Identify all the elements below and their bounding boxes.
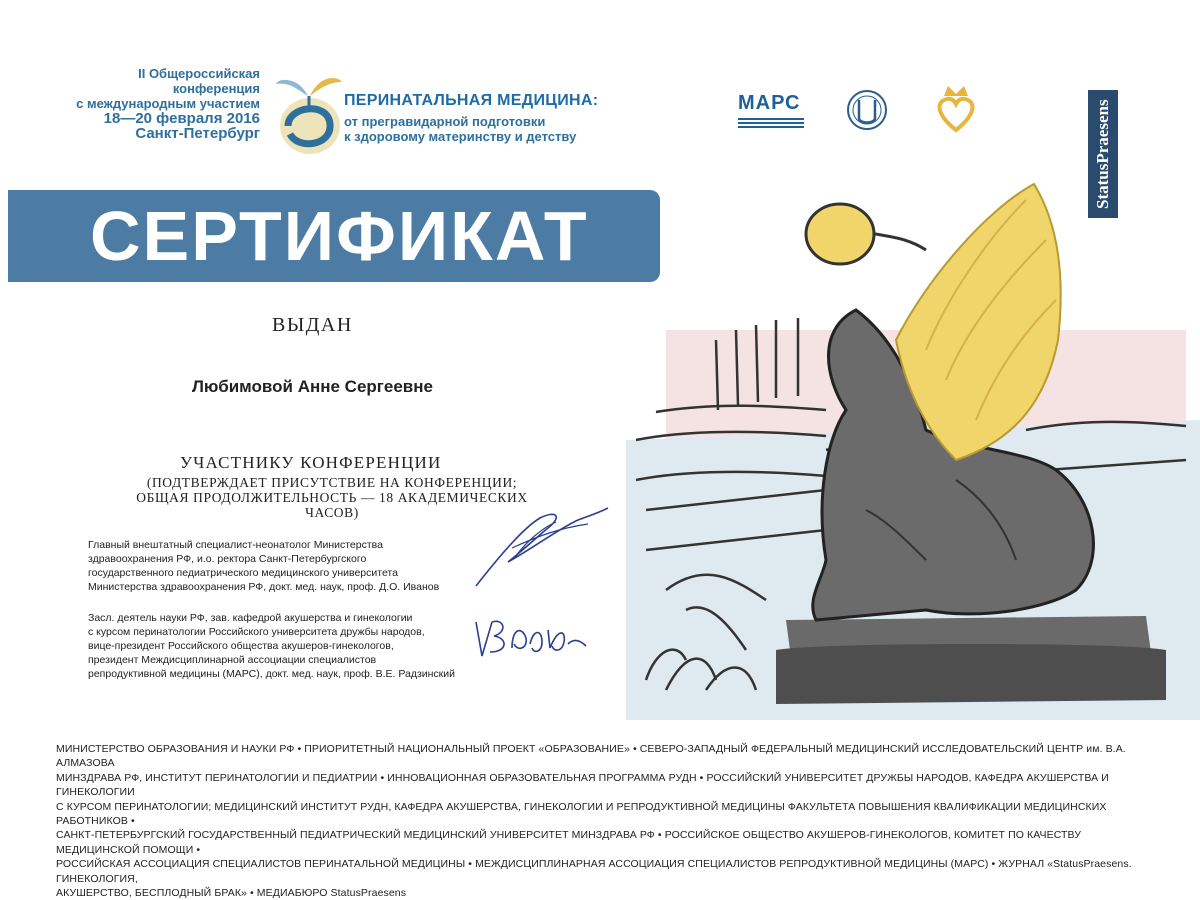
signatory-line: Засл. деятель науки РФ, зав. кафедрой акушерства и гинекологии xyxy=(88,612,413,624)
signatory-line: Министерства здравоохранения РФ, докт. мед. наук, проф. Д.О. Иванов xyxy=(88,581,440,593)
signatory-line: президент Междисциплинарной ассоциации специалистов xyxy=(88,654,377,666)
footer-line: С КУРСОМ ПЕРИНАТОЛОГИИ; МЕДИЦИНСКИЙ ИНСТИТУТ РУДН, КАФЕДРА АКУШЕРСТВА, ГИНЕКОЛОГИИ И РЕПРОДУКТИВНОЙ МЕДИЦИНЫ ФАКУЛЬТЕТА ПОВЫШЕНИЯ КВАЛИФИКАЦИИ МЕДИЦИНСКИХ РАБОТНИКОВ • xyxy=(56,800,1107,828)
certificate-banner xyxy=(8,190,660,282)
conference-logo-icon xyxy=(268,66,348,158)
footer-line: САНКТ-ПЕТЕРБУРГСКИЙ ГОСУДАРСТВЕННЫЙ ПЕДИАТРИЧЕСКИЙ МЕДИЦИНСКИЙ УНИВЕРСИТЕТ МИНЗДРАВА РФ • РОССИЙСКОЕ ОБЩЕСТВО АКУШЕРОВ-ГИНЕКОЛОГОВ, КОМИТЕТ ПО КАЧЕСТВУ МЕДИЦИНСКОЙ ПОМОЩИ • xyxy=(56,829,1082,856)
heart-crown-logo-icon xyxy=(934,82,978,134)
conference-info xyxy=(60,66,260,141)
signatory-line: репродуктивной медицины (МАРС), докт. мед. наук, проф. В.Е. Радзинский xyxy=(88,668,455,680)
conference-subtitle xyxy=(344,114,604,144)
signature-radzinsky-icon xyxy=(468,608,593,670)
conference-subtitle-line2: к здоровому материнству и детству xyxy=(344,129,577,144)
conference-subtitle-line1: от прегравидарной подготовки xyxy=(344,114,546,129)
mars-logo-text: МАРС xyxy=(738,92,801,114)
griffin-sculpture-illustration xyxy=(626,180,1200,720)
footer-line: РОССИЙСКАЯ АССОЦИАЦИЯ СПЕЦИАЛИСТОВ ПЕРИНАТАЛЬНОЙ МЕДИЦИНЫ • МЕЖДИСЦИПЛИНАРНАЯ АССОЦИАЦИЯ СПЕЦИАЛИСТОВ РЕПРОДУКТИВНОЙ МЕДИЦИНЫ (МАРС) • ЖУРНАЛ «StatusPraesens. ГИНЕКОЛОГИЯ, xyxy=(56,858,1132,885)
signatory-line: с курсом перинатологии Российского университета дружбы народов, xyxy=(88,626,425,638)
mars-logo xyxy=(738,92,804,128)
recipient-name: Любимовой Анне Сергеевне xyxy=(192,377,433,396)
university-emblem-icon xyxy=(846,88,888,132)
organizers-footer xyxy=(56,742,1146,900)
signatory-line: вице-президент Российского общества акушеров-гинекологов, xyxy=(88,640,394,652)
participant-role: УЧАСТНИКУ КОНФЕРЕНЦИИ xyxy=(180,453,442,472)
confirmation-line2: ОБЩАЯ ПРОДОЛЖИТЕЛЬНОСТЬ — 18 АКАДЕМИЧЕСКИХ ЧАСОВ) xyxy=(136,490,528,520)
footer-line: МИНИСТЕРСТВО ОБРАЗОВАНИЯ И НАУКИ РФ • ПРИОРИТЕТНЫЙ НАЦИОНАЛЬНЫЙ ПРОЕКТ «ОБРАЗОВАНИЕ» • СЕВЕРО-ЗАПАДНЫЙ ФЕДЕРАЛЬНЫЙ МЕДИЦИНСКИЙ ИССЛЕДОВАТЕЛЬСКИЙ ЦЕНТР им. В.А. АЛМАЗОВА xyxy=(56,743,1126,770)
conference-title: ПЕРИНАТАЛЬНАЯ МЕДИЦИНА: xyxy=(344,92,599,109)
footer-line: АКУШЕРСТВО, БЕСПЛОДНЫЙ БРАК» • МЕДИАБЮРО StatusPraesens xyxy=(56,887,407,900)
conference-line2: с международным участием xyxy=(76,96,260,111)
conference-dates: 18—20 февраля 2016 xyxy=(103,110,260,127)
signatory-ivanov xyxy=(88,538,468,594)
status-praesens-logo: StatusPraesens xyxy=(1088,90,1118,218)
signatory-line: Главный внештатный специалист-неонатолог Министерства xyxy=(88,539,383,551)
signatory-line: государственного педиатрического медицинского университета xyxy=(88,567,398,579)
footer-line: МИНЗДРАВА РФ, ИНСТИТУТ ПЕРИНАТОЛОГИИ И ПЕДИАТРИИ • ИННОВАЦИОННАЯ ОБРАЗОВАТЕЛЬНАЯ ПРОГРАММА РУДН • РОССИЙСКИЙ УНИВЕРСИТЕТ ДРУЖБЫ НАРОДОВ, КАФЕДРА АКУШЕРСТВА И ГИНЕКОЛОГИИ xyxy=(56,771,1109,799)
signatory-radzinsky xyxy=(88,611,478,681)
mars-logo-lines xyxy=(738,118,804,130)
signatory-line: здравоохранения РФ, и.о. ректора Санкт-Петербургского xyxy=(88,553,367,565)
conference-line1: II Общероссийская конференция xyxy=(138,66,260,96)
conference-city: Санкт-Петербург xyxy=(135,125,260,142)
certificate-title: СЕРТИФИКАТ xyxy=(90,197,589,275)
issued-label: ВЫДАН xyxy=(272,314,353,336)
signature-ivanov-icon xyxy=(468,498,613,593)
confirmation-line1: (ПОДТВЕРЖДАЕТ ПРИСУТСТВИЕ НА КОНФЕРЕНЦИИ; xyxy=(146,475,518,490)
